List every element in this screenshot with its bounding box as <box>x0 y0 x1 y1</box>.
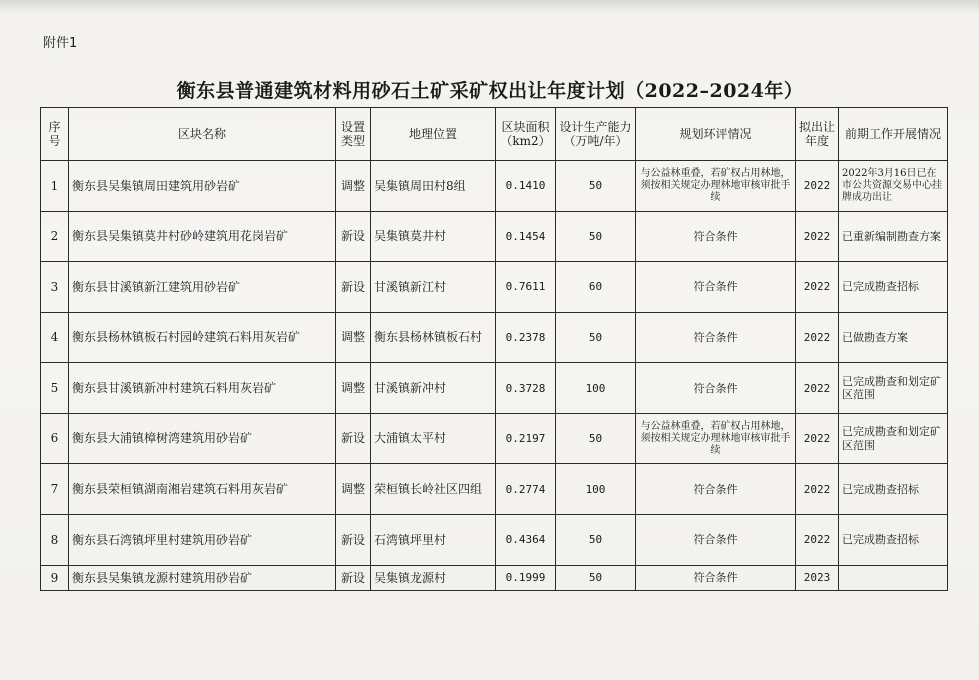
cell-area: 0.2774 <box>496 464 556 515</box>
cell-eia: 与公益林重叠，若矿权占用林地，须按相关规定办理林地审核审批手续 <box>636 161 796 212</box>
table-row <box>41 464 948 515</box>
cell-name: 衡东县吴集镇周田建筑用砂岩矿 <box>69 161 336 212</box>
cell-eia: 与公益林重叠，若矿权占用林地，须按相关规定办理林地审核审批手续 <box>636 413 796 464</box>
cell-area: 0.1410 <box>496 161 556 212</box>
table-row <box>41 413 948 464</box>
table-row <box>41 363 948 414</box>
plan-table <box>40 107 948 591</box>
cell-location: 甘溪镇新冲村 <box>371 363 496 414</box>
cell-name: 衡东县荣桓镇湖南湘岩建筑石料用灰岩矿 <box>69 464 336 515</box>
table-row <box>41 211 948 262</box>
header-eia: 规划环评情况 <box>636 108 796 161</box>
cell-capacity: 60 <box>556 262 636 313</box>
cell-location: 吴集镇龙源村 <box>371 565 496 590</box>
cell-capacity: 50 <box>556 515 636 566</box>
header-location: 地理位置 <box>371 108 496 161</box>
header-name: 区块名称 <box>69 108 336 161</box>
cell-name: 衡东县吴集镇莫井村砂岭建筑用花岗岩矿 <box>69 211 336 262</box>
cell-type: 调整 <box>336 464 371 515</box>
cell-eia: 符合条件 <box>636 262 796 313</box>
cell-eia: 符合条件 <box>636 363 796 414</box>
cell-progress: 已重新编制勘查方案 <box>839 211 948 262</box>
cell-eia: 符合条件 <box>636 464 796 515</box>
cell-location: 甘溪镇新江村 <box>371 262 496 313</box>
cell-location: 大浦镇太平村 <box>371 413 496 464</box>
cell-area: 0.7611 <box>496 262 556 313</box>
cell-seq: 2 <box>41 211 69 262</box>
table-row <box>41 262 948 313</box>
cell-seq: 3 <box>41 262 69 313</box>
cell-capacity: 50 <box>556 413 636 464</box>
cell-progress: 已做勘查方案 <box>839 312 948 363</box>
table-row <box>41 515 948 566</box>
cell-name: 衡东县杨林镇板石村园岭建筑石料用灰岩矿 <box>69 312 336 363</box>
cell-name: 衡东县甘溪镇新冲村建筑石料用灰岩矿 <box>69 363 336 414</box>
cell-capacity: 50 <box>556 565 636 590</box>
cell-type: 新设 <box>336 515 371 566</box>
cell-seq: 6 <box>41 413 69 464</box>
cell-progress <box>839 565 948 590</box>
cell-capacity: 50 <box>556 211 636 262</box>
cell-year: 2022 <box>796 363 839 414</box>
cell-seq: 5 <box>41 363 69 414</box>
cell-year: 2022 <box>796 413 839 464</box>
table-row <box>41 565 948 590</box>
cell-eia: 符合条件 <box>636 312 796 363</box>
cell-year: 2023 <box>796 565 839 590</box>
cell-type: 新设 <box>336 413 371 464</box>
cell-area: 0.2197 <box>496 413 556 464</box>
cell-year: 2022 <box>796 262 839 313</box>
cell-location: 衡东县杨林镇板石村 <box>371 312 496 363</box>
cell-name: 衡东县吴集镇龙源村建筑用砂岩矿 <box>69 565 336 590</box>
cell-type: 调整 <box>336 363 371 414</box>
cell-year: 2022 <box>796 161 839 212</box>
cell-eia: 符合条件 <box>636 515 796 566</box>
cell-area: 0.4364 <box>496 515 556 566</box>
cell-location: 吴集镇莫井村 <box>371 211 496 262</box>
cell-type: 调整 <box>336 161 371 212</box>
cell-progress: 2022年3月16日已在市公共资源交易中心挂牌成功出让 <box>839 161 948 212</box>
cell-location: 荣桓镇长岭社区四组 <box>371 464 496 515</box>
header-year: 拟出让年度 <box>796 108 839 161</box>
cell-eia: 符合条件 <box>636 565 796 590</box>
cell-name: 衡东县石湾镇坪里村建筑用砂岩矿 <box>69 515 336 566</box>
cell-seq: 1 <box>41 161 69 212</box>
cell-year: 2022 <box>796 312 839 363</box>
cell-area: 0.1999 <box>496 565 556 590</box>
attachment-label: 附件1 <box>43 36 78 51</box>
cell-location: 石湾镇坪里村 <box>371 515 496 566</box>
cell-seq: 9 <box>41 565 69 590</box>
cell-capacity: 100 <box>556 363 636 414</box>
cell-eia: 符合条件 <box>636 211 796 262</box>
header-type: 设置类型 <box>336 108 371 161</box>
header-progress: 前期工作开展情况 <box>839 108 948 161</box>
cell-type: 新设 <box>336 565 371 590</box>
cell-type: 新设 <box>336 211 371 262</box>
table-row <box>41 312 948 363</box>
cell-seq: 7 <box>41 464 69 515</box>
cell-year: 2022 <box>796 515 839 566</box>
cell-name: 衡东县甘溪镇新江建筑用砂岩矿 <box>69 262 336 313</box>
cell-progress: 已完成勘查招标 <box>839 262 948 313</box>
cell-seq: 4 <box>41 312 69 363</box>
cell-area: 0.3728 <box>496 363 556 414</box>
cell-name: 衡东县大浦镇樟树湾建筑用砂岩矿 <box>69 413 336 464</box>
cell-progress: 已完成勘查招标 <box>839 515 948 566</box>
cell-progress: 已完成勘查招标 <box>839 464 948 515</box>
cell-type: 调整 <box>336 312 371 363</box>
header-area: 区块面积（km2） <box>496 108 556 161</box>
cell-location: 吴集镇周田村8组 <box>371 161 496 212</box>
header-seq: 序号 <box>41 108 69 161</box>
cell-area: 0.2378 <box>496 312 556 363</box>
document-title: 衡东县普通建筑材料用砂石土矿采矿权出让年度计划（2022–2024年） <box>176 80 804 102</box>
cell-capacity: 50 <box>556 161 636 212</box>
header-capacity: 设计生产能力（万吨/年） <box>556 108 636 161</box>
cell-type: 新设 <box>336 262 371 313</box>
cell-year: 2022 <box>796 211 839 262</box>
cell-capacity: 50 <box>556 312 636 363</box>
table-row <box>41 161 948 212</box>
cell-capacity: 100 <box>556 464 636 515</box>
table-header-row <box>41 108 948 161</box>
cell-progress: 已完成勘查和划定矿区范围 <box>839 413 948 464</box>
cell-area: 0.1454 <box>496 211 556 262</box>
cell-seq: 8 <box>41 515 69 566</box>
cell-progress: 已完成勘查和划定矿区范围 <box>839 363 948 414</box>
cell-year: 2022 <box>796 464 839 515</box>
page-edge-shadow <box>0 0 979 14</box>
